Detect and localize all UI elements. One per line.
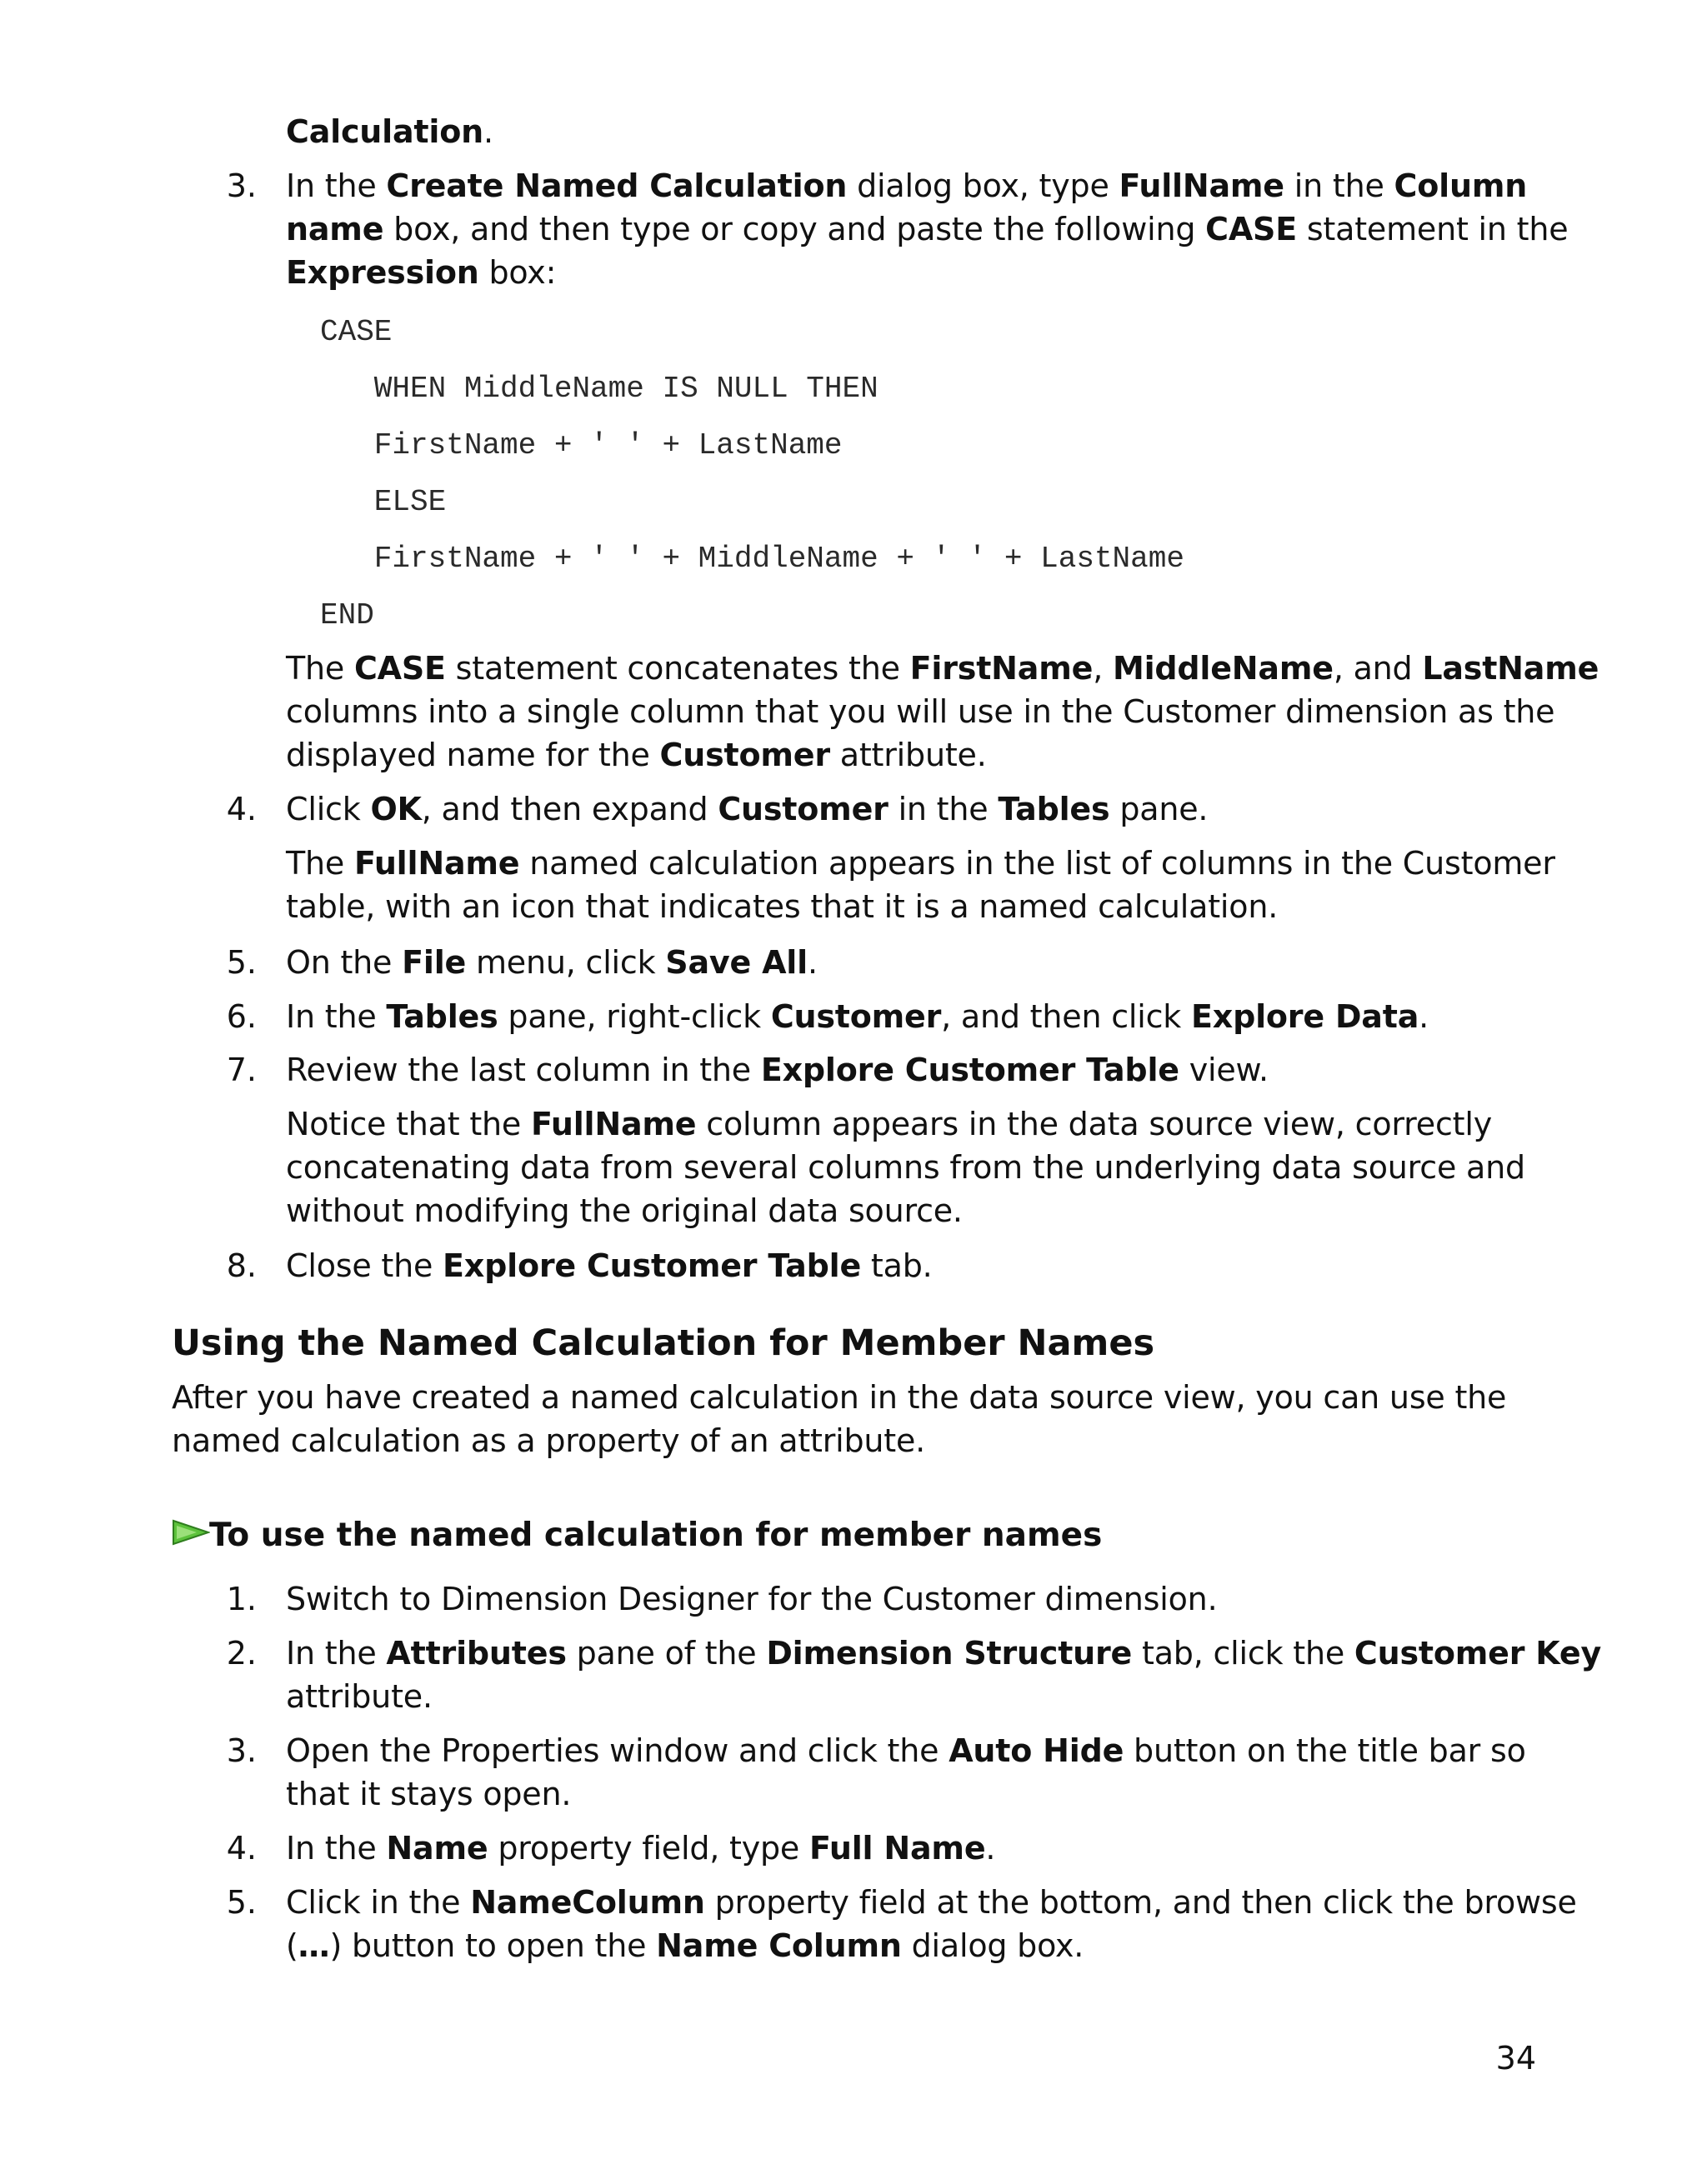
case-note-line-1: The CASE statement concatenates the FirstName, MiddleName, and LastName (286, 650, 1599, 687)
step-number: 7. (226, 1052, 257, 1088)
step-7-note-line-2: concatenating data from several columns from the underlying data source and (286, 1149, 1525, 1186)
step-number: 3. (226, 167, 257, 204)
step-number: 2. (226, 1635, 257, 1672)
step-3-line-2: name box, and then type or copy and paste the following CASE statement in the (286, 211, 1569, 247)
step-number: 3. (226, 1732, 257, 1769)
step-number: 4. (226, 1830, 257, 1867)
code-line: FirstName + ' ' + MiddleName + ' ' + LastName (320, 542, 1184, 576)
proc-step-3-line-2: that it stays open. (286, 1776, 572, 1812)
section-paragraph-line-2: named calculation as a property of an attribute. (172, 1422, 926, 1459)
step-number: 5. (226, 1884, 257, 1921)
step-6-line-1: In the Tables pane, right-click Customer, and then click Explore Data. (286, 998, 1429, 1035)
proc-step-2-line-2: attribute. (286, 1678, 433, 1715)
step-4-note-line-1: The FullName named calculation appears in the list of columns in the Customer (286, 845, 1555, 882)
step-number: 6. (226, 998, 257, 1035)
step-number: 1. (226, 1581, 257, 1617)
step-number: 8. (226, 1247, 257, 1284)
section-heading: Using the Named Calculation for Member Names (172, 1322, 1155, 1364)
code-line: FirstName + ' ' + LastName (320, 428, 843, 462)
arrow-icon (172, 1518, 210, 1547)
proc-step-5-line-1: Click in the NameColumn property field at the bottom, and then click the browse (286, 1884, 1577, 1921)
step-number: 4. (226, 791, 257, 827)
proc-step-4-line-1: In the Name property field, type Full Name. (286, 1830, 996, 1867)
step-7-line-1: Review the last column in the Explore Customer Table view. (286, 1052, 1269, 1088)
step-3-line-3: Expression box: (286, 254, 557, 291)
step-4-note-line-2: table, with an icon that indicates that it is a named calculation. (286, 888, 1279, 925)
case-note-line-3: displayed name for the Customer attribute. (286, 737, 987, 773)
continued-text: Calculation. (286, 113, 493, 150)
step-7-note-line-1: Notice that the FullName column appears in the data source view, correctly (286, 1106, 1492, 1142)
code-line: CASE (320, 315, 393, 349)
code-line: ELSE (320, 485, 447, 519)
step-number: 5. (226, 944, 257, 981)
page-number: 34 (1495, 2040, 1536, 2077)
step-5-line-1: On the File menu, click Save All. (286, 944, 818, 981)
step-7-note-line-3: without modifying the original data source. (286, 1192, 963, 1229)
code-line: END (320, 598, 374, 632)
proc-step-1-line-1: Switch to Dimension Designer for the Customer dimension. (286, 1581, 1218, 1617)
proc-step-2-line-1: In the Attributes pane of the Dimension Structure tab, click the Customer Key (286, 1635, 1602, 1672)
section-paragraph-line-1: After you have created a named calculation in the data source view, you can use the (172, 1379, 1507, 1416)
case-note-line-2: columns into a single column that you will use in the Customer dimension as the (286, 693, 1555, 730)
procedure-title: To use the named calculation for member names (209, 1517, 1103, 1554)
code-line: WHEN MiddleName IS NULL THEN (320, 372, 879, 406)
proc-step-3-line-1: Open the Properties window and click the Auto Hide button on the title bar so (286, 1732, 1526, 1769)
step-4-line-1: Click OK, and then expand Customer in the Tables pane. (286, 791, 1209, 827)
proc-step-5-line-2: (…) button to open the Name Column dialog box. (286, 1927, 1084, 1964)
step-3-line-1: In the Create Named Calculation dialog box, type FullName in the Column (286, 167, 1528, 204)
step-8-line-1: Close the Explore Customer Table tab. (286, 1247, 933, 1284)
